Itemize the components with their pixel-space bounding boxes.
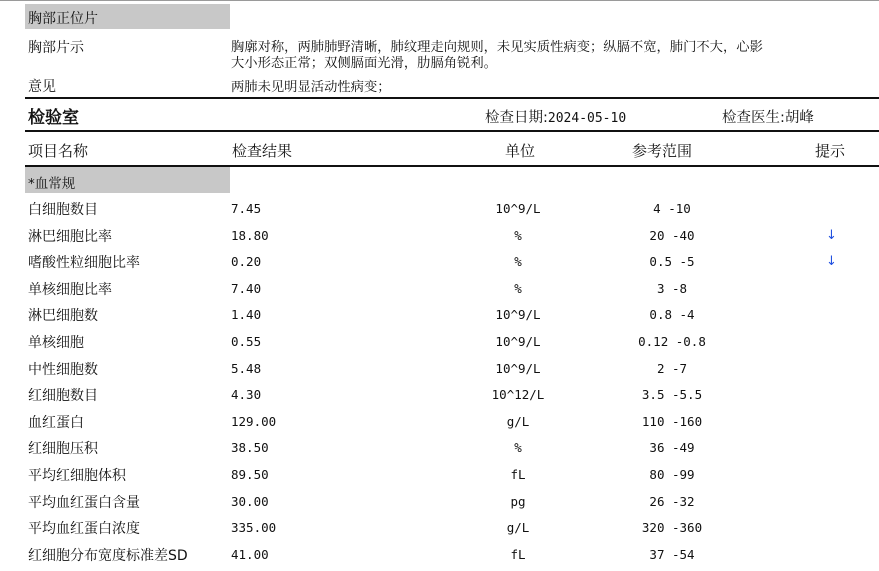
row-reference-range: 0.5 -5 (649, 254, 695, 269)
top-border (0, 0, 879, 1)
row-reference-range: 3.5 -5.5 (641, 387, 703, 402)
col-header-result: 检查结果 (232, 142, 293, 160)
lab-title: 检验室 (28, 108, 79, 128)
lab-doctor-value: 胡峰 (784, 110, 814, 126)
row-unit: % (514, 228, 522, 243)
row-reference-range: 3 -8 (656, 281, 688, 296)
row-result: 5.48 (231, 361, 262, 376)
arrow-down-icon: ↓ (826, 254, 837, 269)
row-unit: 10^9/L (495, 361, 541, 376)
xray-findings-text: 胸廓对称，两肺肺野清晰，肺纹理走向规则，未见实质性病变；纵膈不宽，肺门不大，心影 (231, 40, 763, 55)
row-result: 7.40 (231, 281, 262, 296)
xray-findings-text-cont: 大小形态正常；双侧膈面光滑，肋膈角锐利。 (231, 56, 497, 71)
row-result: 1.40 (231, 307, 262, 322)
row-unit: 10^9/L (495, 307, 541, 322)
row-result: 38.50 (231, 440, 269, 455)
row-reference-range: 110 -160 (641, 414, 703, 429)
arrow-down-icon: ↓ (826, 228, 837, 243)
row-item-name: 嗜酸性粒细胞比率 (28, 255, 140, 271)
row-unit: g/L (506, 520, 530, 535)
xray-opinion-text: 两肺未见明显活动性病变； (231, 80, 391, 95)
row-item-name: 血红蛋白 (28, 415, 84, 431)
lab-top-rule (25, 97, 879, 99)
row-result: 129.00 (231, 414, 277, 429)
group-title: *血常规 (28, 176, 76, 192)
row-result: 41.00 (231, 547, 269, 562)
lab-doctor-label: 检查医生: (722, 110, 785, 126)
row-unit: 10^9/L (495, 201, 541, 216)
row-result: 0.55 (231, 334, 262, 349)
row-item-name: 中性细胞数 (28, 362, 98, 378)
row-item-name: 平均血红蛋白含量 (28, 495, 140, 511)
row-item-name: 平均红细胞体积 (28, 468, 126, 484)
col-header-hint: 提示 (815, 142, 846, 160)
row-result: 335.00 (231, 520, 277, 535)
lab-date (485, 106, 626, 127)
xray-title: 胸部正位片 (28, 11, 98, 27)
row-reference-range: 80 -99 (649, 467, 695, 482)
row-result: 4.30 (231, 387, 262, 402)
row-unit: % (514, 440, 522, 455)
row-reference-range: 4 -10 (653, 201, 691, 216)
row-reference-range: 320 -360 (641, 520, 703, 535)
row-result: 7.45 (231, 201, 262, 216)
row-reference-range: 0.12 -0.8 (638, 334, 706, 349)
row-item-name: 红细胞数目 (28, 388, 98, 404)
col-header-name: 项目名称 (28, 142, 89, 160)
xray-findings-label: 胸部片示 (28, 40, 84, 56)
row-reference-range: 36 -49 (649, 440, 695, 455)
row-result: 18.80 (231, 228, 269, 243)
row-item-name: 平均血红蛋白浓度 (28, 521, 140, 537)
row-unit: 10^9/L (495, 334, 541, 349)
row-reference-range: 26 -32 (649, 494, 695, 509)
row-item-name: 单核细胞比率 (28, 282, 112, 298)
row-unit: % (514, 254, 522, 269)
lab-date-label: 检查日期: (485, 110, 548, 126)
row-result: 0.20 (231, 254, 262, 269)
xray-opinion-label: 意见 (28, 79, 56, 95)
row-unit: g/L (506, 414, 530, 429)
row-unit: pg (510, 494, 526, 509)
row-unit: fL (510, 467, 526, 482)
lab-doctor (722, 106, 814, 127)
row-reference-range: 20 -40 (649, 228, 695, 243)
lab-header-rule (25, 130, 879, 132)
row-item-name: 红细胞压积 (28, 441, 98, 457)
row-item-name: 淋巴细胞比率 (28, 229, 112, 245)
row-item-name: 红细胞分布宽度标准差SD (28, 548, 188, 564)
row-unit: % (514, 281, 522, 296)
row-unit: fL (510, 547, 526, 562)
col-header-range: 参考范围 (632, 142, 693, 160)
row-result: 89.50 (231, 467, 269, 482)
row-item-name: 白细胞数目 (28, 202, 98, 218)
row-item-name: 淋巴细胞数 (28, 308, 98, 324)
row-unit: 10^12/L (491, 387, 545, 402)
row-reference-range: 0.8 -4 (649, 307, 695, 322)
row-item-name: 单核细胞 (28, 335, 84, 351)
lab-date-value: 2024-05-10 (547, 111, 627, 126)
col-header-unit: 单位 (504, 142, 535, 160)
row-reference-range: 37 -54 (649, 547, 695, 562)
row-result: 30.00 (231, 494, 269, 509)
row-reference-range: 2 -7 (656, 361, 688, 376)
